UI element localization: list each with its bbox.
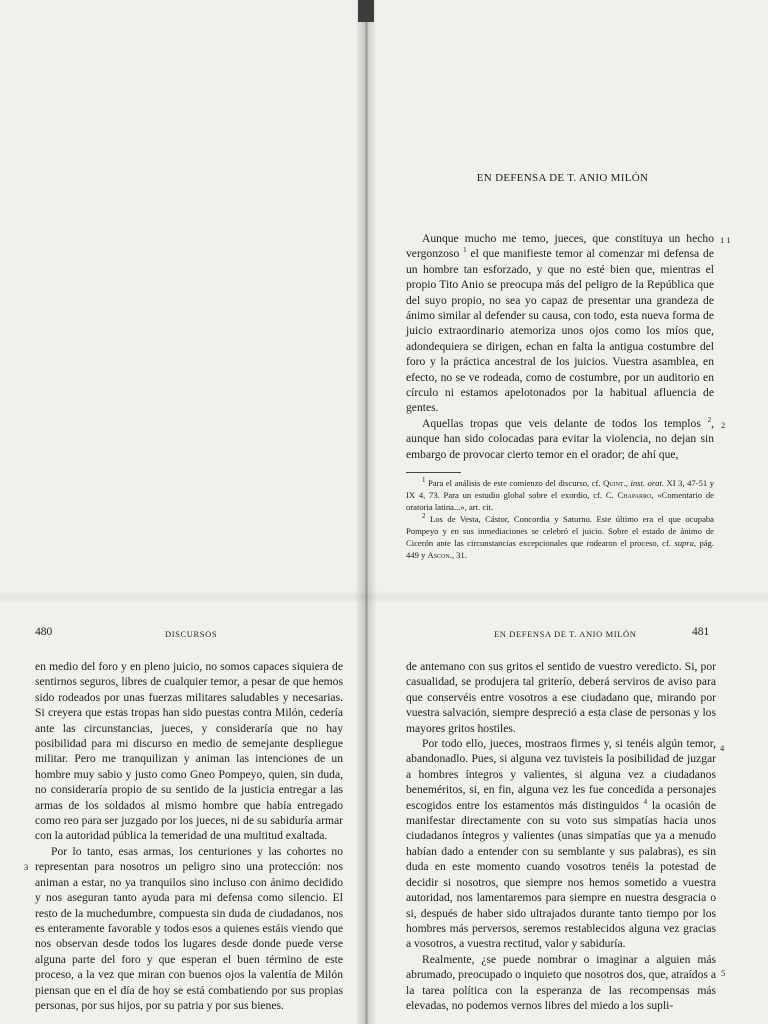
section-number: 5 [721,968,726,978]
paragraph: Por lo tanto, esas armas, los centuriones y las cohortes no representan para nosotros un peligro sino una protección: nos animan a estar, no ya tranquilos sino incluso con ánimo decidido y nos aseguran tanto ayuda para mi defensa como silencio. El resto de la muchedumbre, compuesta sin duda de ciudadanos, nos es enteramente favorable y todos esos a quienes estáis viendo que nos observan desde todos los lugares desde donde puede verse alguna parte del foro y que esperan el buen término de este proceso, a la vez que miran con buenos ojos la valentía de Milón piensan que en el día de hoy se está combatiendo por sus propias personas, por sus hijos, por su patria y por sus bienes. [35,844,343,1012]
top-body-text [406,231,714,462]
running-head: DISCURSOS [165,629,218,639]
paragraph: Aunque mucho me temo, jueces, que constituya un hecho vergonzoso $^1$ el que manifieste temor al comenzar mi defensa de un hombre tan esforzado, y que no esté bien que, mientras el propio Tito Anio se preocupa más del peligro de la República que del suyo propio, no sea yo capaz de presentar una grandeza de ánimo similar al defender su causa, con todo, esta nueva forma de juicio extraordinario atemoriza unos ojos como los míos que, adondequiera se dirigen, echan en falta la antigua costumbre del foro y la práctica ancestral de los juicios. Vuestra asamblea, en efecto, no se ve rodeada, como de costumbre, por un auditorio en círculo ni estamos apelotonados por la habitual afluencia de gentes. [406,232,714,415]
paragraph: en medio del foro y en pleno juicio, no somos capaces siquiera de sentirnos seguros, libres de cualquier temor, a pesar de que hemos sido rodeados por unas fuerzas militares saludables y necesarias. Si creyera que estas tropas han sido puestas contra Milón, cedería ante las circunstancias, jueces, y consideraría que no hay posibilidad para mi discurso en medio de semejante despliegue militar. Pero me tranquilizan y animan las intenciones de un hombre muy sabio y justo como Gneo Pompeyo, quien, sin duda, no consideraría propio de su sentido de la justicia entregar a las armas de los soldados al mismo hombre que había entregado como reo para ser juzgado por los jueces, ni de su sabiduría armar con la autoridad pública la temeridad de una multitud exaltada. [35,660,343,843]
left-body-text [35,659,343,1013]
footnote-ref: 4 [643,797,648,806]
section-number: 1 1 [720,235,731,245]
footnote-ref: 2 [707,416,712,425]
binding-edge [358,0,374,22]
paragraph: Realmente, ¿se puede nombrar o imaginar a alguien más abrumado, preocupado o inquieto que nosotros dos, que, atraídos a la tarea política con la esperanza de las recompensas más elevadas, no podemos vernos libres del miedo a los supli- [406,952,716,1012]
section-number: 3 [24,862,29,872]
page-number: 481 [692,626,710,638]
page-number: 480 [35,626,53,638]
running-head: EN DEFENSA DE T. ANIO MILÓN [494,629,637,639]
paragraph: Por todo ello, jueces, mostraos firmes y, si tenéis algún temor, abandonadlo. Pues, si alguna vez tuvisteis la posibilidad de juzgar a hombres íntegros y valientes, si alguna vez a ciudadanos beneméritos, si, en fin, alguna vez les fue concedida a personajes escogidos entre los estamentos más distinguidos $^4$ la ocasión de manifestar directamente con su voto sus simpatías hacia unos ciudadanos íntegros y valientes (unas simpatías que ya a menudo habían dado a entender con su semblante y sus palabras), es sin duda en este momento cuando vosotros tenéis la potestad de decidir si nosotros, que siempre nos hemos sometido a vuestra autoridad, nos lamentaremos para siempre en nuestra desgracia o si, después de haber sido ultrajados durante tanto tiempo por los hombres más perversos, seremos restablecidos alguna vez gracias a vosotros, a vuestra rectitud, valor y sabiduría. [406,737,717,951]
section-number: 4 [720,743,725,753]
page-divider [0,590,768,604]
paragraph: Aquellas tropas que veis delante de todos los templos $^2$, aunque han sido colocadas para evitar la violencia, no dejan sin embargo de provocar cierto temor en el orador; de ahí que, [406,416,714,461]
footnotes [406,477,714,561]
footnote-ref: 1 [463,246,467,255]
footnote: $^1$ Para el análisis de este comienzo del discurso, cf. Quint., inst. orat. XI 3, 47-51 y IX 4, 73. Para un estudio global sobre el exordio, cf. C. Chaparro, «Comentario de oratoria latina...», art. cit. [406,476,715,512]
book-gutter-shadow [355,0,377,1024]
page-title: EN DEFENSA DE T. ANIO MILÓN [476,172,649,184]
footnote-rule [406,472,461,473]
section-number: 2 [721,420,726,430]
footnote: $^2$ Los de Vesta, Cástor, Concordia y Saturno. Este último era el que ocupaba Pompeyo y en sus inmediaciones se celebró el juicio. Sobre el estado de ánimo de Cicerón ante las circunstancias excepcionales que rodearon el proceso, cf. supra, pág. 449 y Ascon., 31. [406,512,714,560]
paragraph: de antemano con sus gritos el sentido de vuestro veredicto. Si, por casualidad, se produjera tal griterío, deberá serviros de aviso para que conservéis entre vosotros a ese ciudadano que, mirando por vuestra salvación, siempre despreció a esta clase de personas y los mayores gritos hostiles. [406,660,716,735]
right-body-text [406,659,716,1013]
